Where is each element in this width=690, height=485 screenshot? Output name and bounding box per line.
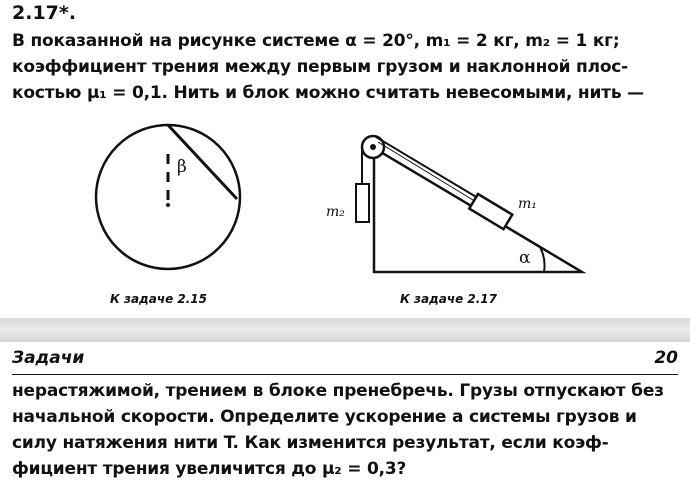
text-line: нерастяжимой, трением в блоке пренебречь. Грузы отпускают без bbox=[12, 381, 664, 401]
beta-label: β bbox=[177, 157, 187, 177]
angle-arc bbox=[540, 247, 545, 272]
text-line: костью μ₁ = 0,1. Нить и блок можно считать невесомыми, нить — bbox=[12, 83, 644, 103]
problem-text-upper bbox=[12, 28, 678, 106]
problem-number: 2.17*. bbox=[12, 2, 77, 24]
section-title: Задачи bbox=[12, 348, 85, 368]
text-line: коэффициент трения между первым грузом и наклонной плос- bbox=[12, 57, 629, 77]
text-line: фициент трения увеличится до μ₂ = 0,3? bbox=[12, 459, 407, 479]
text-line: начальной скорости. Определите ускорение a системы грузов и bbox=[12, 407, 637, 427]
page-number: 20 bbox=[654, 348, 678, 368]
string-along-incline bbox=[376, 137, 488, 204]
text-line: силу натяжения нити T. Как изменится результат, если коэф- bbox=[12, 433, 609, 453]
m2-label: m₂ bbox=[326, 204, 345, 220]
mass-m1-block bbox=[469, 194, 512, 229]
caption-figure-2-17: К задаче 2.17 bbox=[400, 292, 498, 306]
text-line: В показанной на рисунке системе α = 20°, m₁ = 2 кг, m₂ = 1 кг; bbox=[12, 31, 620, 51]
problem-text-lower bbox=[12, 378, 678, 482]
incline-figure bbox=[318, 122, 608, 282]
circle-figure bbox=[85, 112, 255, 282]
mass-m2-block bbox=[356, 184, 369, 222]
string-along-incline-2 bbox=[378, 142, 486, 208]
running-header bbox=[12, 346, 678, 375]
caption-figure-2-15: К задаче 2.15 bbox=[110, 292, 208, 306]
pulley-axle bbox=[370, 144, 376, 150]
center-dot bbox=[166, 203, 170, 207]
page-gap bbox=[0, 318, 690, 342]
m1-label: m₁ bbox=[518, 196, 537, 212]
alpha-label: α bbox=[519, 248, 531, 268]
